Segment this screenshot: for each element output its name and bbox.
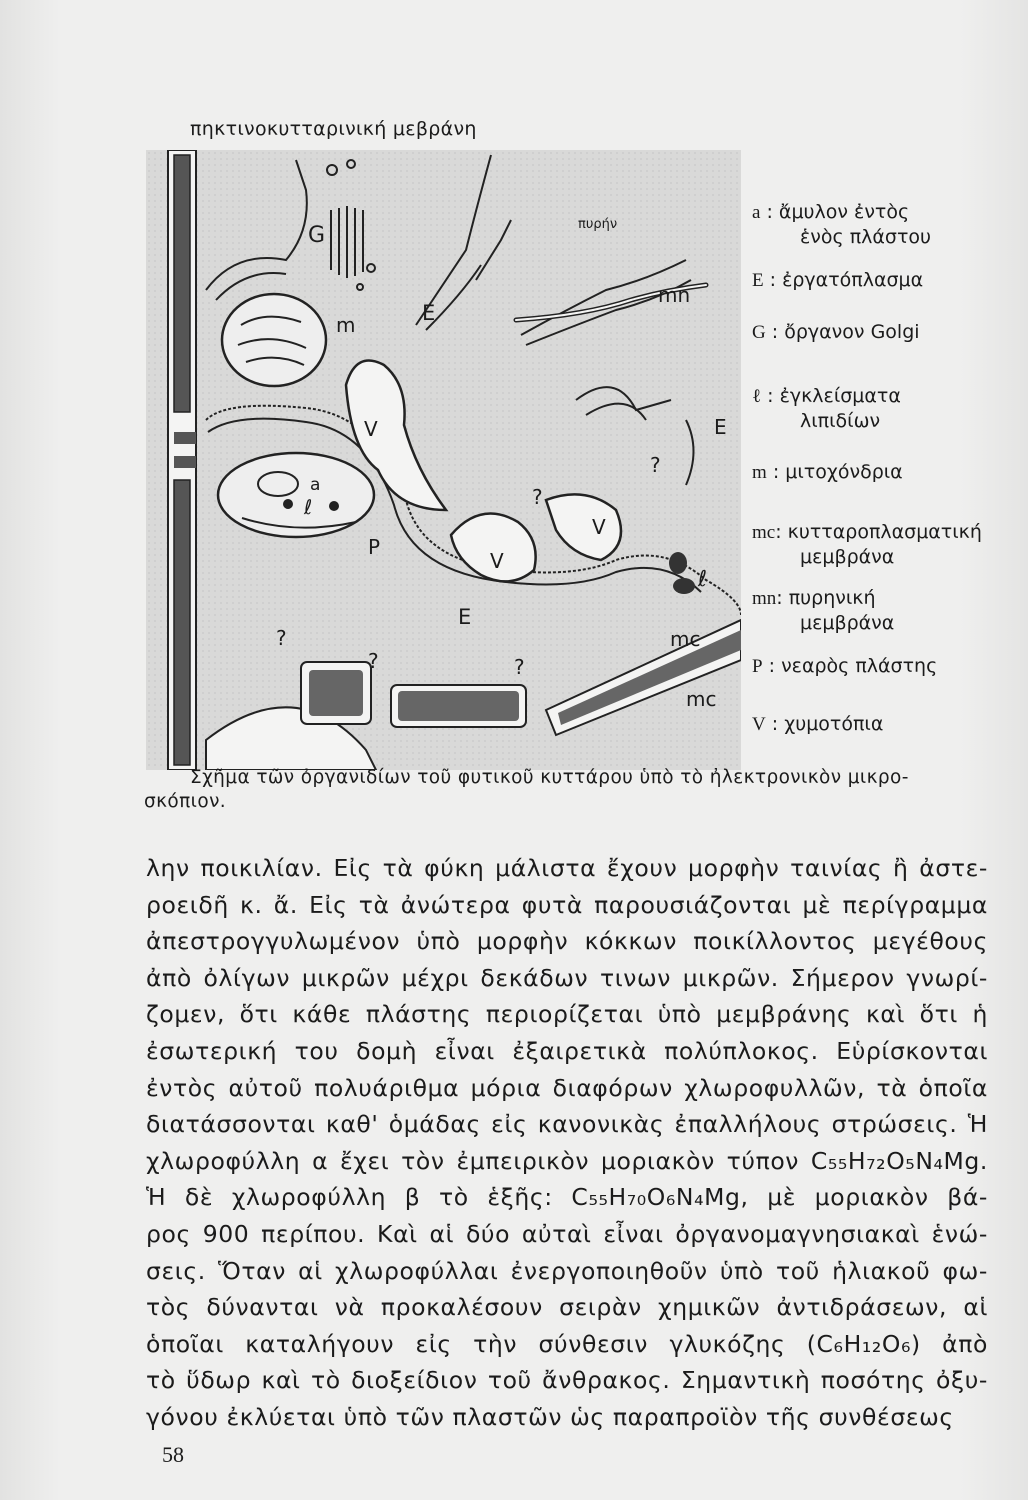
diagram-label-V3: V [490, 549, 504, 573]
body-line: τὸ ὕδωρ καὶ τὸ διοξείδιον τοῦ ἄνθρακος. Σημαντικὴ ποσότης ὀξυ- [146, 1366, 988, 1395]
figure-top-label: πηκτινοκυτταρινική μεβράνη [190, 118, 477, 140]
diagram-label-V2: V [592, 515, 606, 539]
legend-item-G: G : ὄργανον Golgi [752, 321, 920, 343]
legend-item-a: a : ἄμυλον ἐντὸς ἑνὸς πλάστου [752, 201, 932, 248]
legend-item-m: m : μιτοχόνδρια [752, 461, 903, 483]
diagram-label-V1: V [364, 417, 378, 441]
legend-item-P: P : νεαρὸς πλάστης [752, 655, 938, 677]
caption-line-2: σκόπιον. [144, 791, 227, 812]
diagram-label-q3: ? [276, 626, 287, 650]
cell-organelles-figure [146, 150, 741, 770]
young-plastid [218, 453, 374, 537]
body-line: ἀπεστρογγυλωμένον ὑπὸ μορφὴν κόκκων ποικίλλοντος μεγέθους [146, 927, 988, 956]
page-number: 58 [162, 1442, 184, 1467]
diagram-label-G: G [308, 223, 326, 248]
body-line: ροειδῆ κ. ἄ. Εἰς τὰ ἀνώτερα φυτὰ παρουσιάζονται μὲ περίγραμμα [146, 890, 988, 919]
body-line: τὸς δύνανται νὰ προκαλέσουν σειρὰν χημικῶν ἀντιδράσεων, αἱ [146, 1293, 988, 1322]
body-line: γόνου ἐκλύεται ὑπὸ τῶν πλαστῶν ὡς παραπροϊὸν τῆς συνθέσεως [146, 1402, 954, 1431]
body-line: ζομεν, ὅτι κάθε πλάστης περιορίζεται ὑπὸ μεμβράνης καὶ ὅτι ἡ [146, 1000, 988, 1029]
diagram-label-mn: mn [658, 283, 691, 307]
cell-diagram [146, 150, 741, 770]
body-line: ὁποῖαι καταλήγουν εἰς τὴν σύνθεσιν γλυκόζης (C₆H₁₂O₆) ἀπὸ [146, 1329, 988, 1358]
body-line: χλωροφύλλη α ἔχει τὸν ἐμπειρικὸν μοριακὸν τύπον C₅₅H₇₂O₅N₄Mg. [146, 1146, 988, 1175]
legend-item-E: E : ἐργατόπλασμα [752, 269, 924, 291]
diagram-label-E1: E [422, 301, 436, 325]
diagram-label-l1: ℓ [304, 495, 313, 519]
body-line: λην ποικιλίαν. Εἰς τὰ φύκη μάλιστα ἔχουν μορφὴν ταινίας ἢ ἀστε- [146, 854, 988, 882]
diagram-label-a: a [310, 475, 321, 495]
diagram-label-mc2: mc [686, 687, 717, 711]
figure-caption [144, 766, 990, 814]
body-line: ἐντὸς αὐτοῦ πολυάριθμα μόρια διαφόρων χλωροφυλλῶν, τὰ ὁποῖα [146, 1073, 988, 1102]
mitochondrion [222, 294, 326, 386]
body-line: ἐσωτερική του δομὴ εἶναι ἐξαιρετικὰ πολύπλοκος. Εὑρίσκονται [146, 1036, 988, 1065]
body-line: σεις. Ὅταν αἱ χλωροφύλλαι ἐνεργοποιηθοῦν ὑπὸ τοῦ ἡλιακοῦ φω- [146, 1256, 988, 1285]
cell-wall-left [168, 150, 196, 770]
body-line: ρος 900 περίπου. Καὶ αἱ δύο αὐταὶ εἶναι ὀργανομαγνησιακαὶ ἑνώ- [146, 1219, 988, 1248]
legend-item-mn: mn: πυρηνική μεμβράνα [752, 587, 895, 634]
diagram-label-q2: ? [532, 485, 543, 509]
body-line: ἀπὸ ὀλίγων μικρῶν μέχρι δεκάδων τινων μικρῶν. Σήμερον γνωρί- [146, 963, 988, 992]
diagram-label-l2: ℓ [698, 567, 708, 592]
diagram-label-q5: ? [514, 655, 525, 679]
body-line: Ἡ δὲ χλωροφύλλη β τὸ ἑξῆς: C₅₅H₇₀O₆N₄Mg, μὲ μοριακὸν βά- [146, 1183, 988, 1212]
diagram-label-P: P [368, 535, 381, 559]
body-line: διατάσσονται καθ' ὁμάδας εἰς κανονικὰς ἐπαλλήλους στρώσεις. Ἡ [146, 1110, 988, 1139]
body-paragraph [146, 850, 988, 1436]
diagram-label-E3: E [458, 605, 472, 629]
diagram-label-q1: ? [650, 453, 661, 477]
caption-line-1: Σχῆμα τῶν ὀργανιδίων τοῦ φυτικοῦ κυττάρου ὑπὸ τὸ ἠλεκτρονικὸν μικρο- [190, 767, 909, 788]
diagram-label-nucleus: πυρήν [578, 217, 618, 232]
diagram-label-mc1: mc [670, 627, 701, 651]
legend-item-mc: mc: κυτταροπλασματική μεμβράνα [752, 521, 982, 568]
diagram-label-q4: ? [368, 649, 379, 673]
diagram-label-E2: E [714, 415, 727, 439]
diagram-label-m: m [336, 313, 356, 337]
legend-item-V: V : χυμοτόπια [752, 713, 884, 735]
legend-item-l: ℓ : ἐγκλείσματα λιπιδίων [752, 385, 901, 432]
